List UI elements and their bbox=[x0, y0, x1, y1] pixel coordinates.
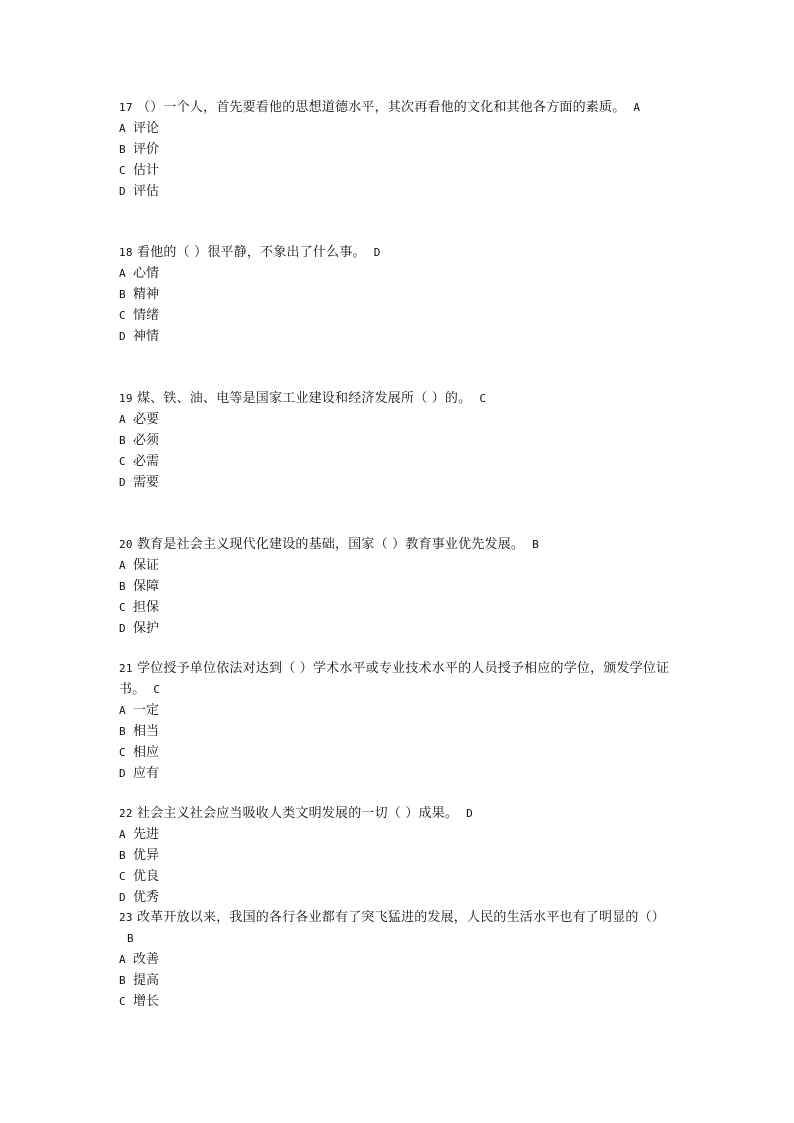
option-text: 精神 bbox=[133, 287, 160, 302]
question-answer: A bbox=[633, 101, 641, 114]
question-answer: B bbox=[127, 932, 134, 945]
option-a bbox=[119, 118, 679, 139]
option-letter: C bbox=[119, 455, 126, 468]
question-stem bbox=[119, 803, 679, 824]
option-text: 需要 bbox=[133, 475, 160, 490]
option-letter: A bbox=[119, 559, 126, 572]
question-stem bbox=[119, 97, 679, 118]
question-22 bbox=[119, 803, 679, 908]
question-text: （）一个人，首先要看他的思想道德水平，其次再看他的文化和其他各方面的素质。 bbox=[137, 100, 626, 115]
option-text: 心情 bbox=[133, 266, 160, 281]
option-c bbox=[119, 991, 679, 1012]
question-answer: C bbox=[153, 683, 161, 696]
option-text: 优秀 bbox=[133, 890, 160, 905]
question-answer: B bbox=[532, 538, 539, 551]
option-b bbox=[119, 576, 679, 597]
option-a bbox=[119, 555, 679, 576]
option-letter: C bbox=[119, 164, 126, 177]
option-d bbox=[119, 618, 679, 639]
question-text: 教育是社会主义现代化建设的基础，国家（ ）教育事业优先发展。 bbox=[137, 537, 525, 552]
option-b bbox=[119, 430, 679, 451]
option-a bbox=[119, 409, 679, 430]
option-letter: D bbox=[119, 185, 126, 198]
option-letter: D bbox=[119, 767, 126, 780]
option-text: 先进 bbox=[133, 827, 160, 842]
option-a bbox=[119, 263, 679, 284]
option-text: 必须 bbox=[133, 433, 160, 448]
option-a bbox=[119, 949, 679, 970]
option-letter: C bbox=[119, 870, 126, 883]
question-20 bbox=[119, 534, 679, 639]
question-stem bbox=[119, 907, 679, 949]
question-answer: D bbox=[373, 246, 381, 259]
option-c bbox=[119, 742, 679, 763]
option-text: 情绪 bbox=[133, 308, 160, 323]
option-text: 神情 bbox=[133, 329, 160, 344]
option-letter: B bbox=[119, 143, 126, 156]
option-text: 相当 bbox=[133, 724, 160, 739]
option-d bbox=[119, 472, 679, 493]
question-text: 学位授予单位依法对达到（ ）学术水平或专业技术水平的人员授予相应的学位，颁发学位证书。 bbox=[119, 661, 670, 697]
option-b bbox=[119, 845, 679, 866]
option-letter: B bbox=[119, 974, 126, 987]
option-c bbox=[119, 597, 679, 618]
option-b bbox=[119, 284, 679, 305]
option-letter: B bbox=[119, 849, 126, 862]
question-18 bbox=[119, 242, 679, 347]
option-text: 保护 bbox=[133, 621, 160, 636]
question-21 bbox=[119, 658, 679, 784]
option-letter: C bbox=[119, 995, 126, 1008]
option-d bbox=[119, 181, 679, 202]
question-number: 18 bbox=[119, 246, 133, 259]
option-text: 应有 bbox=[133, 766, 160, 781]
question-stem bbox=[119, 534, 679, 555]
question-stem bbox=[119, 388, 679, 409]
question-stem bbox=[119, 658, 679, 700]
option-letter: B bbox=[119, 725, 126, 738]
question-number: 22 bbox=[119, 807, 133, 820]
question-text: 看他的（ ）很平静，不象出了什么事。 bbox=[137, 245, 366, 260]
question-answer: C bbox=[479, 392, 487, 405]
option-c bbox=[119, 866, 679, 887]
question-number: 21 bbox=[119, 662, 133, 675]
question-number: 19 bbox=[119, 392, 133, 405]
question-text: 改革开放以来，我国的各行各业都有了突飞猛进的发展，人民的生活水平也有了明显的（） bbox=[137, 910, 666, 925]
question-number: 20 bbox=[119, 538, 133, 551]
option-letter: C bbox=[119, 601, 126, 614]
option-c bbox=[119, 451, 679, 472]
option-letter: A bbox=[119, 267, 126, 280]
option-letter: B bbox=[119, 288, 126, 301]
option-text: 优异 bbox=[133, 848, 160, 863]
question-text: 社会主义社会应当吸收人类文明发展的一切（ ）成果。 bbox=[137, 806, 459, 821]
option-letter: C bbox=[119, 309, 126, 322]
option-letter: D bbox=[119, 330, 126, 343]
option-letter: A bbox=[119, 413, 126, 426]
option-text: 评估 bbox=[133, 184, 160, 199]
option-a bbox=[119, 824, 679, 845]
question-17 bbox=[119, 97, 679, 202]
option-c bbox=[119, 160, 679, 181]
option-text: 增长 bbox=[133, 994, 160, 1009]
option-letter: A bbox=[119, 704, 126, 717]
option-text: 相应 bbox=[133, 745, 160, 760]
option-d bbox=[119, 887, 679, 908]
option-text: 改善 bbox=[133, 952, 160, 967]
question-19 bbox=[119, 388, 679, 493]
option-letter: D bbox=[119, 476, 126, 489]
option-text: 优良 bbox=[133, 869, 160, 884]
option-text: 提高 bbox=[133, 973, 160, 988]
option-d bbox=[119, 763, 679, 784]
option-letter: B bbox=[119, 580, 126, 593]
option-c bbox=[119, 305, 679, 326]
question-answer: D bbox=[466, 807, 473, 820]
option-letter: D bbox=[119, 891, 126, 904]
option-letter: A bbox=[119, 122, 126, 135]
option-text: 必要 bbox=[133, 412, 160, 427]
option-letter: A bbox=[119, 953, 126, 966]
option-letter: B bbox=[119, 434, 126, 447]
question-number: 23 bbox=[119, 911, 133, 924]
question-text: 煤、铁、油、电等是国家工业建设和经济发展所（ ）的。 bbox=[137, 391, 472, 406]
option-text: 评价 bbox=[133, 142, 160, 157]
option-text: 保证 bbox=[133, 558, 160, 573]
option-letter: C bbox=[119, 746, 126, 759]
option-b bbox=[119, 139, 679, 160]
option-text: 必需 bbox=[133, 454, 160, 469]
option-a bbox=[119, 700, 679, 721]
option-letter: D bbox=[119, 622, 126, 635]
question-stem bbox=[119, 242, 679, 263]
option-b bbox=[119, 970, 679, 991]
question-number: 17 bbox=[119, 101, 133, 114]
option-text: 评论 bbox=[133, 121, 160, 136]
option-text: 一定 bbox=[133, 703, 160, 718]
question-23 bbox=[119, 907, 679, 1012]
option-letter: A bbox=[119, 828, 126, 841]
option-text: 估计 bbox=[133, 163, 160, 178]
option-d bbox=[119, 326, 679, 347]
option-text: 担保 bbox=[133, 600, 160, 615]
option-b bbox=[119, 721, 679, 742]
option-text: 保障 bbox=[133, 579, 160, 594]
